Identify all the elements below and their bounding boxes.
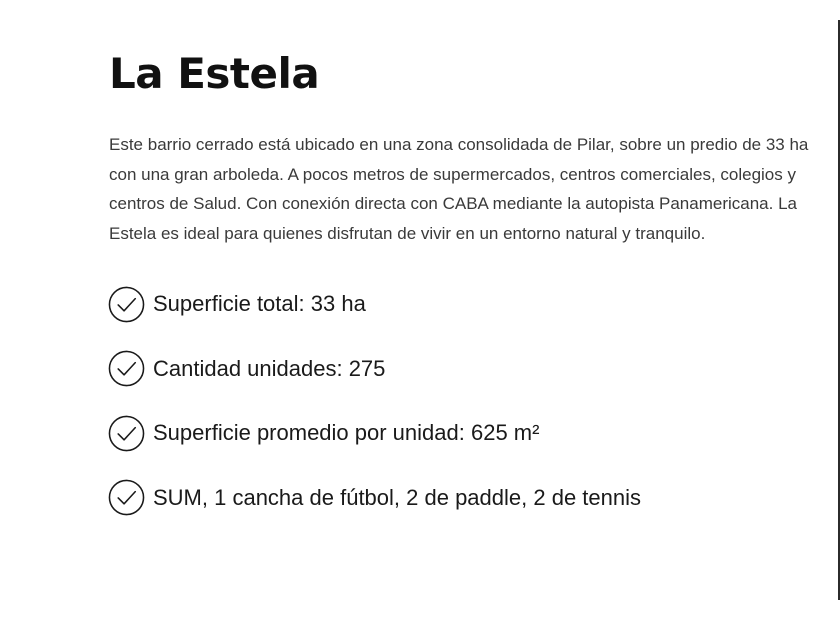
- feature-item-amenities: [109, 478, 809, 518]
- feature-item-total-area: [109, 284, 809, 324]
- check-circle-icon: [108, 479, 145, 516]
- check-circle-icon: [108, 350, 145, 387]
- page-title: La Estela: [109, 49, 320, 98]
- feature-text: Superficie total: 33 ha: [153, 291, 366, 316]
- feature-text: Cantidad unidades: 275: [153, 355, 386, 381]
- property-section: [109, 48, 809, 542]
- property-description: Este barrio cerrado está ubicado en una zona consolidada de Pilar, sobre un predio de 33 ha con una gran arboleda. A pocos metros de supermercados, centros comerciales, colegios y centros de Salud. Con conexión directa con CABA mediante la autopista Panamericana. La Estela es ideal para quienes disfrutan de vivir en un entorno natural y tranquilo.: [109, 135, 809, 243]
- feature-item-units: [109, 349, 809, 389]
- feature-list: [109, 284, 809, 518]
- check-circle-icon: [108, 415, 145, 452]
- feature-text: Superficie promedio por unidad: 625 m²: [153, 420, 540, 445]
- check-circle-icon: [108, 286, 145, 323]
- feature-text: SUM, 1 cancha de fútbol, 2 de paddle, 2 de tennis: [153, 484, 641, 510]
- feature-item-avg-area: [109, 413, 809, 453]
